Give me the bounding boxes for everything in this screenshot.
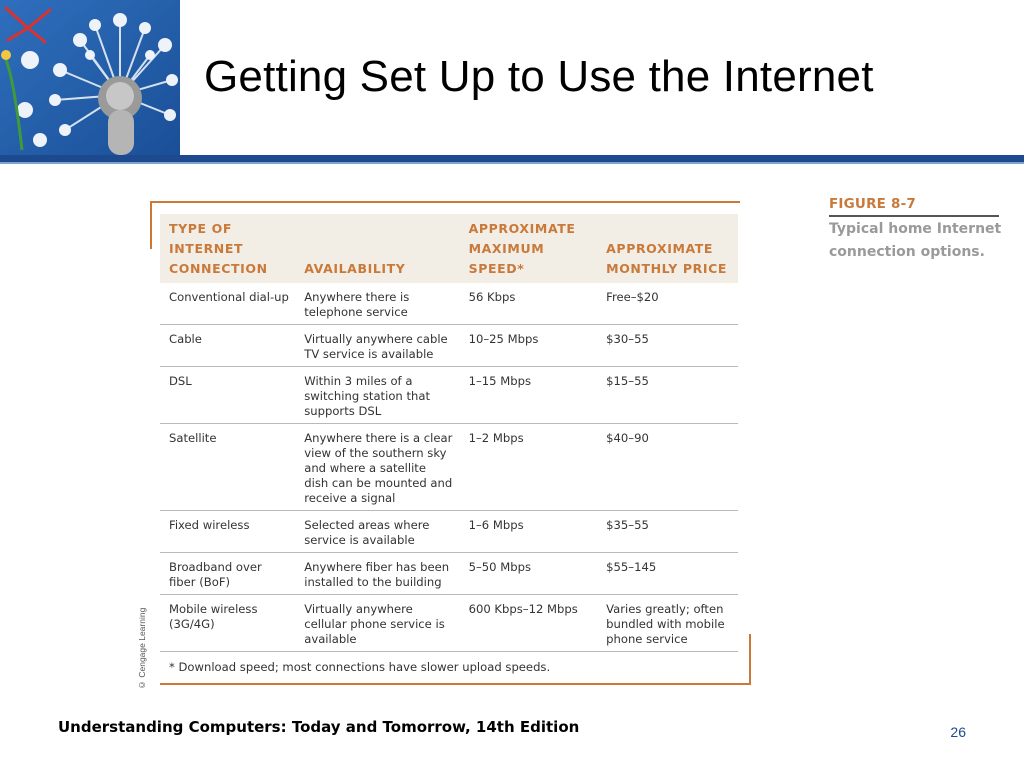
cell-availability: Selected areas where service is available — [295, 511, 459, 553]
header-speed: APPROXIMATE MAXIMUM SPEED* — [460, 214, 598, 283]
figure-caption: Typical home Internet connection options. — [829, 221, 1002, 260]
cell-availability: Virtually anywhere cellular phone service is available — [295, 595, 459, 652]
table-row — [160, 325, 738, 367]
cell-type: Cable — [160, 325, 295, 367]
frame-right-border — [749, 634, 751, 684]
title-divider-band — [0, 155, 1024, 162]
cell-type: Satellite — [160, 424, 295, 511]
cell-speed: 5–50 Mbps — [460, 553, 598, 595]
header-price: APPROXIMATE MONTHLY PRICE — [597, 214, 738, 283]
cell-speed: 1–2 Mbps — [460, 424, 598, 511]
figure-label-rule — [829, 215, 999, 217]
header-availability: AVAILABILITY — [295, 214, 459, 283]
internet-connection-table — [160, 214, 738, 683]
dandelion-logo — [0, 0, 180, 155]
cell-price: Varies greatly; often bundled with mobile phone service — [597, 595, 738, 652]
title-divider-line — [0, 162, 1024, 164]
cell-price: $35–55 — [597, 511, 738, 553]
table-footnote: * Download speed; most connections have slower upload speeds. — [169, 660, 551, 674]
table-header-row — [160, 214, 738, 283]
figure-label: FIGURE 8-7 — [829, 196, 916, 212]
cell-speed: 600 Kbps–12 Mbps — [460, 595, 598, 652]
table-row — [160, 424, 738, 511]
cell-price: $30–55 — [597, 325, 738, 367]
frame-top-border — [150, 201, 740, 203]
cell-speed: 10–25 Mbps — [460, 325, 598, 367]
header-type: TYPE OF INTERNET CONNECTION — [160, 214, 295, 283]
cell-speed: 1–15 Mbps — [460, 367, 598, 424]
cell-availability: Virtually anywhere cable TV service is available — [295, 325, 459, 367]
cell-availability: Anywhere there is telephone service — [295, 283, 459, 325]
cell-availability: Anywhere fiber has been installed to the building — [295, 553, 459, 595]
table-footnote-row — [160, 652, 738, 684]
table-row — [160, 283, 738, 325]
cell-type: Broadband over fiber (BoF) — [160, 553, 295, 595]
frame-left-border — [150, 201, 152, 249]
cell-availability: Within 3 miles of a switching station that supports DSL — [295, 367, 459, 424]
cell-price: $55–145 — [597, 553, 738, 595]
cell-price: Free–$20 — [597, 283, 738, 325]
table-row — [160, 595, 738, 652]
cell-type: Conventional dial-up — [160, 283, 295, 325]
page-number: 26 — [950, 724, 966, 740]
cell-type: DSL — [160, 367, 295, 424]
slide-title: Getting Set Up to Use the Internet — [204, 52, 874, 101]
frame-bottom-border — [160, 683, 751, 685]
image-credit: © Cengage Learning — [137, 607, 147, 690]
cell-price: $40–90 — [597, 424, 738, 511]
table-row — [160, 553, 738, 595]
cell-speed: 1–6 Mbps — [460, 511, 598, 553]
cell-speed: 56 Kbps — [460, 283, 598, 325]
cell-type: Mobile wireless (3G/4G) — [160, 595, 295, 652]
cell-availability: Anywhere there is a clear view of the southern sky and where a satellite dish can be mounted and receive a signal — [295, 424, 459, 511]
footer-text: Understanding Computers: Today and Tomorrow, 14th Edition — [58, 718, 580, 736]
cell-type: Fixed wireless — [160, 511, 295, 553]
table-row — [160, 367, 738, 424]
table-row — [160, 511, 738, 553]
cell-price: $15–55 — [597, 367, 738, 424]
